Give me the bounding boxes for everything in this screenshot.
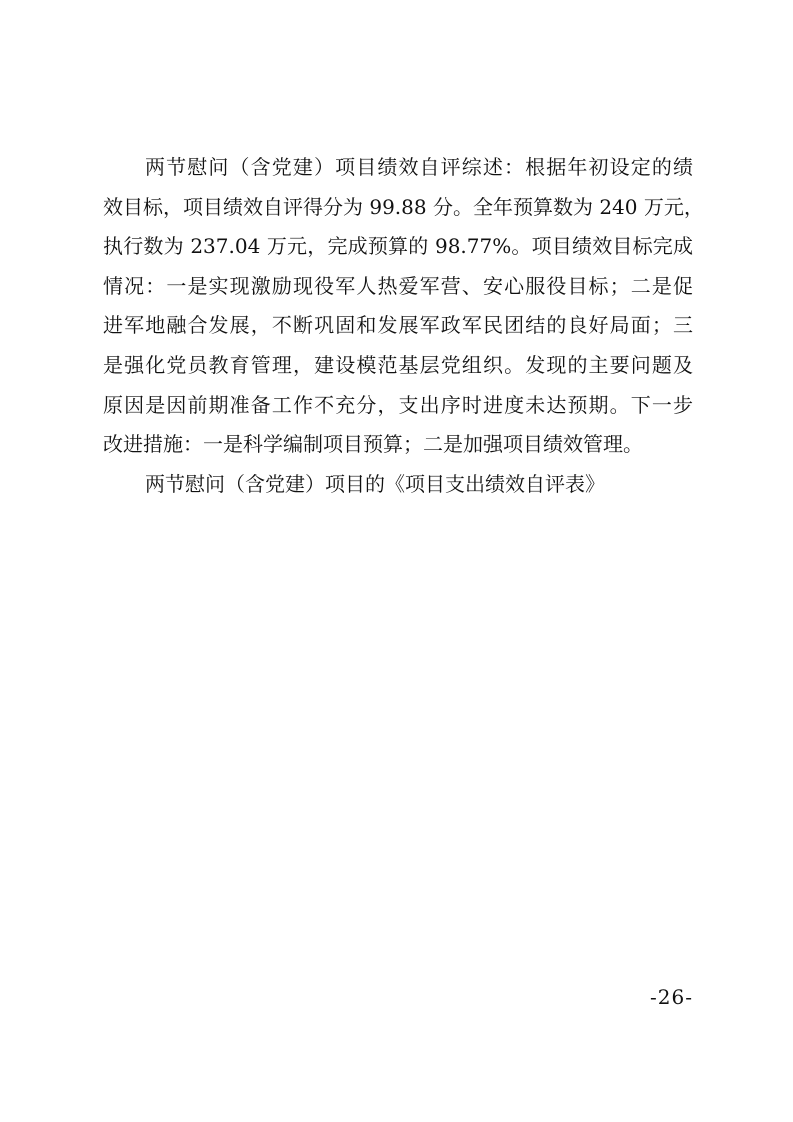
paragraph-1-line-4: 情况：一是实现激励现役军人热爱军营、安心服役目标；二是促 bbox=[103, 273, 693, 298]
paragraph-1-line-7: 原因是因前期准备工作不充分，支出序时进度未达预期。下一步 bbox=[103, 392, 693, 417]
paragraph-2-line-1: 两节慰问（含党建）项目的《项目支出绩效自评表》 bbox=[145, 471, 605, 496]
paragraph-1-line-3: 执行数为 237.04 万元，完成预算的 98.77%。项目绩效目标完成 bbox=[103, 234, 693, 259]
paragraph-1-line-6: 是强化党员教育管理，建设模范基层党组织。发现的主要问题及 bbox=[103, 352, 693, 377]
body-text bbox=[103, 148, 704, 504]
paragraph-1-line-1: 两节慰问（含党建）项目绩效自评综述：根据年初设定的绩 bbox=[145, 155, 693, 179]
paragraph-1-line-8: 改进措施：一是科学编制项目预算；二是加强项目绩效管理。 bbox=[103, 432, 643, 457]
paragraph-1-line-5: 进军地融合发展，不断巩固和发展军政军民团结的良好局面；三 bbox=[103, 313, 693, 338]
page-number: -26- bbox=[650, 985, 693, 1009]
paragraph-1-line-2: 效目标，项目绩效自评得分为 99.88 分。全年预算数为 240 万元， bbox=[103, 194, 704, 219]
